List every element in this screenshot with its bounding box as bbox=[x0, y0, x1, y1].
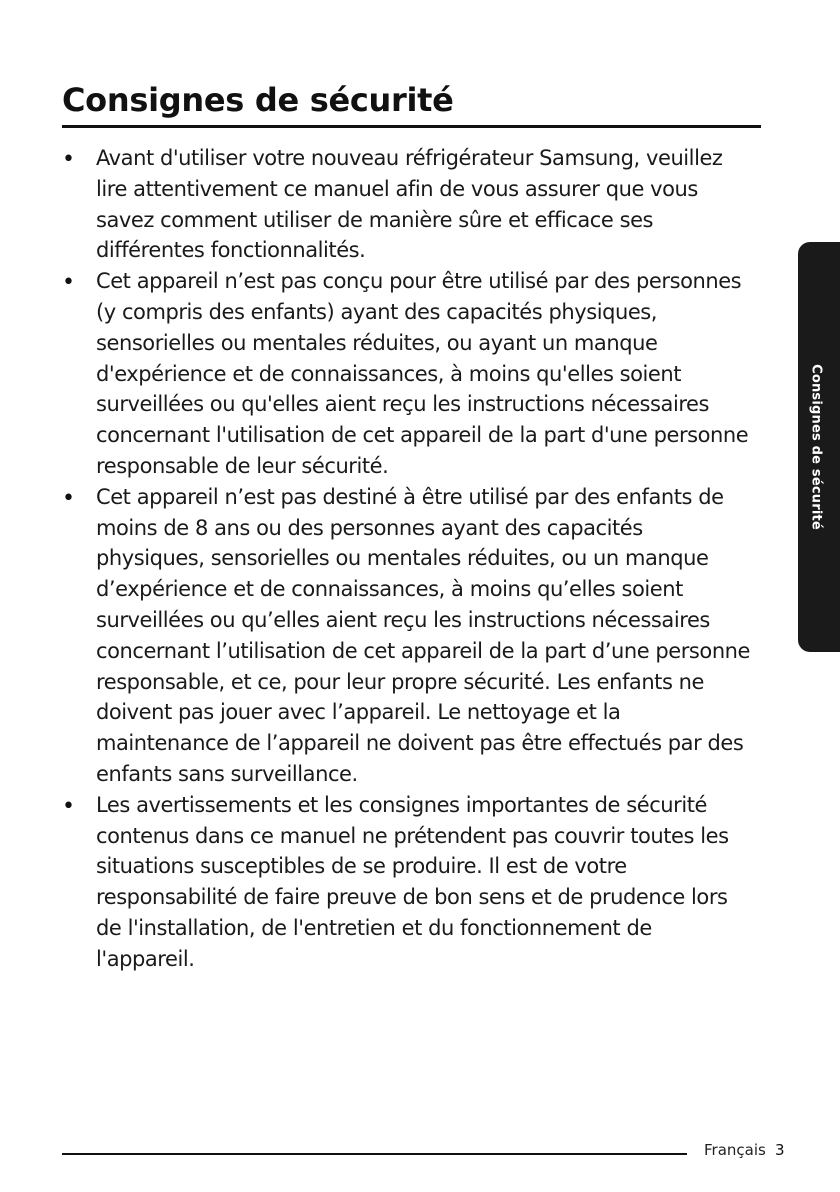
list-item-text: Avant d'utiliser votre nouveau réfrigérateur Samsung, veuillez lire attentivement ce manuel afin de vous assurer que vous savez comment utiliser de manière sûre et efficace ses différentes fonctionnalités. bbox=[96, 146, 723, 263]
page-number: 3 bbox=[775, 1141, 785, 1159]
title-divider bbox=[62, 125, 761, 128]
bullet-icon: • bbox=[62, 793, 75, 819]
bullet-icon: • bbox=[62, 485, 75, 511]
safety-instructions-list bbox=[62, 143, 752, 975]
footer-divider bbox=[62, 1153, 687, 1155]
list-item-text: Les avertissements et les consignes importantes de sécurité contenus dans ce manuel ne prétendent pas couvrir toutes les situations susceptibles de se produire. Il est de votre responsabilité de faire preuve de bon sens et de prudence lors de l'installation, de l'entretien et du fonctionnement de l'appareil. bbox=[96, 792, 729, 971]
page-title: Consignes de sécurité bbox=[62, 81, 454, 119]
bullet-icon: • bbox=[62, 270, 75, 296]
bullet-icon: • bbox=[62, 147, 75, 172]
section-side-tab-label: Consignes de sécurité bbox=[808, 364, 824, 530]
list-item-text: Cet appareil n’est pas conçu pour être utilisé par des personnes (y compris des enfants) ayant des capacités physiques, sensorielles ou mentales réduites, ou ayant un manque d'expérience et de connaissances, à moins qu'elles soient surveillées ou qu'elles aient reçu les instructions nécessaires concernant l'utilisation de cet appareil de la part d'une personne responsable de leur sécurité. bbox=[96, 269, 749, 478]
footer-language: Français bbox=[704, 1141, 766, 1159]
list-item bbox=[62, 790, 752, 975]
list-item bbox=[62, 143, 752, 266]
list-item bbox=[62, 266, 752, 482]
list-item bbox=[62, 482, 752, 790]
list-item-text: Cet appareil n’est pas destiné à être utilisé par des enfants de moins de 8 ans ou des personnes ayant des capacités physiques, sensorielles ou mentales réduites, ou un manque d’expérience et de connaissances, à moins qu’elles soient surveillées ou qu’elles aient reçu les instructions nécessaires concernant l’utilisation de cet appareil de la part d’une personne responsable, et ce, pour leur propre sécurité. Les enfants ne doivent pas jouer avec l’appareil. Le nettoyage et la maintenance de l’appareil ne doivent pas être effectués par des enfants sans surveillance. bbox=[96, 484, 751, 786]
